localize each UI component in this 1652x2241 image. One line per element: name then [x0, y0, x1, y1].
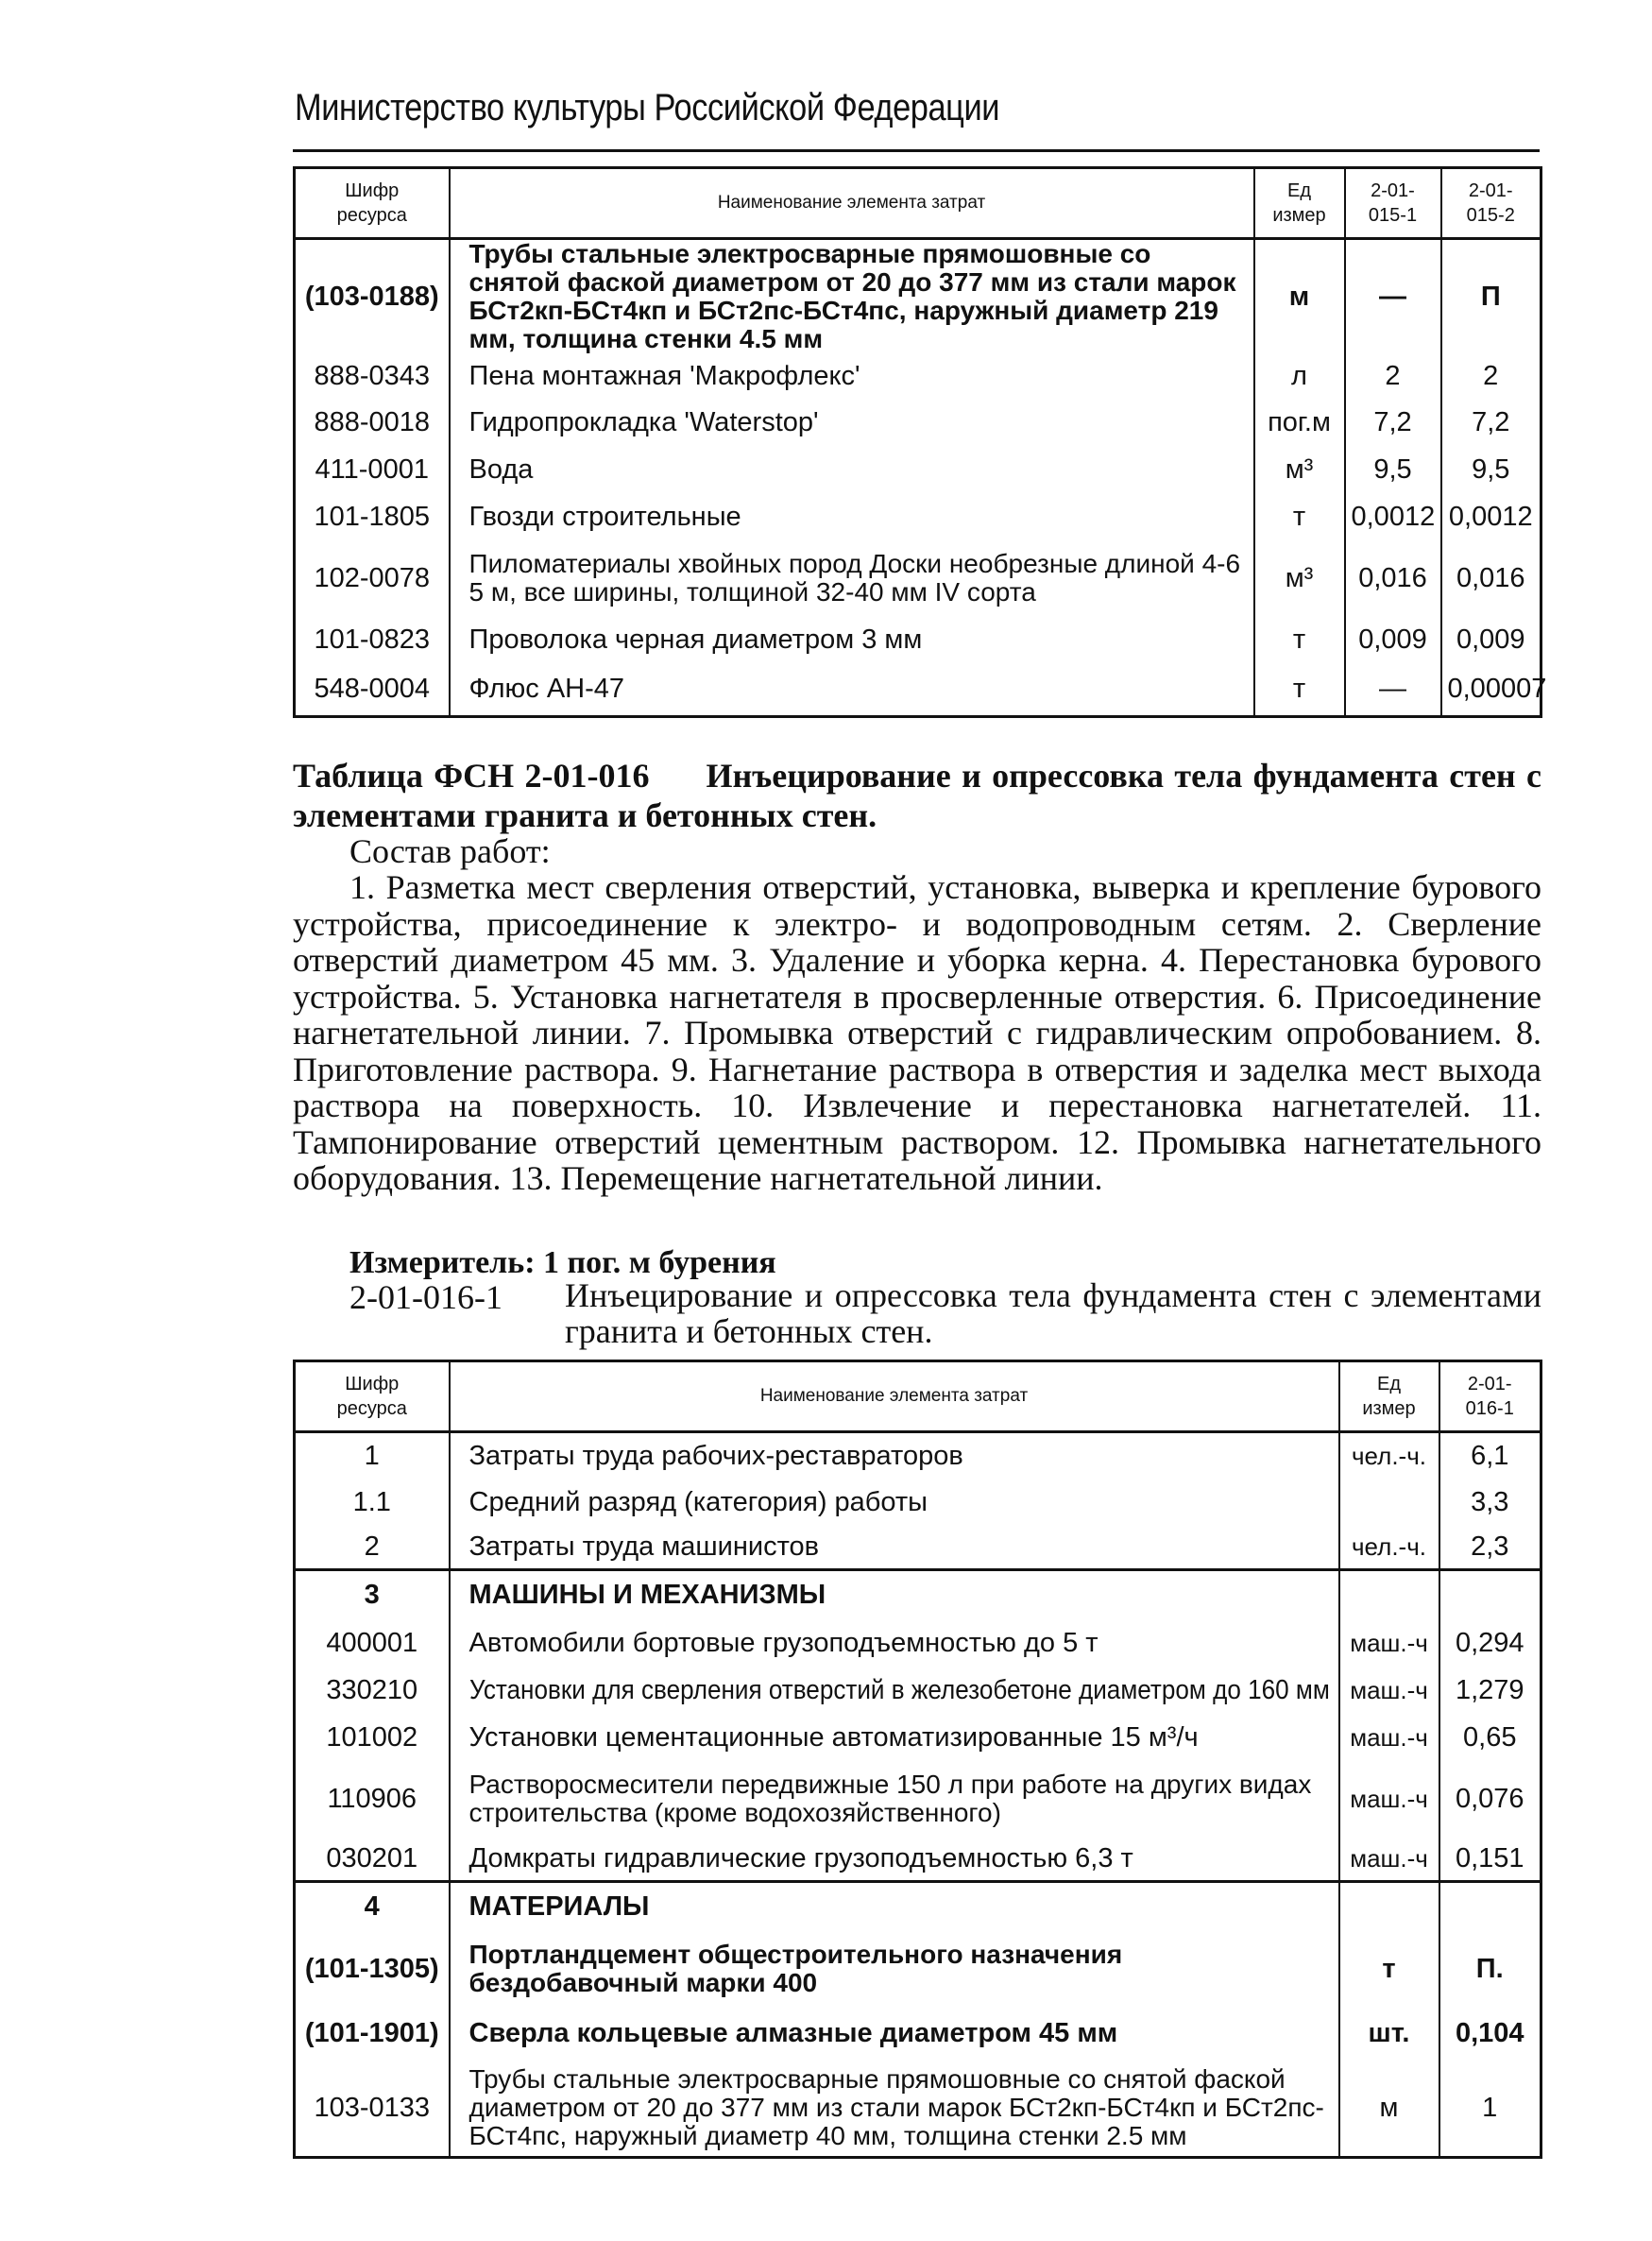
value-2-01-016-1: 2,3: [1439, 1525, 1541, 1570]
resource-unit: т: [1254, 493, 1345, 540]
table-row: [295, 2007, 1541, 2060]
value-2-01-015-2: 0,009: [1441, 616, 1541, 663]
value-2-01-015-1: 0,009: [1345, 616, 1441, 663]
resource-code: 400001: [295, 1619, 450, 1667]
resource-unit: маш.-ч: [1339, 1667, 1439, 1714]
resource-unit: маш.-ч: [1339, 1761, 1439, 1837]
table-row: [295, 1931, 1541, 2007]
table-row: [295, 1432, 1541, 1480]
table-caption: [293, 756, 1541, 835]
table-row: [295, 399, 1541, 446]
resource-unit: маш.-ч: [1339, 1714, 1439, 1761]
col-header-code: Шифр ресурса: [295, 168, 450, 239]
table-row: [295, 1714, 1541, 1761]
resource-code: 101-0823: [295, 616, 450, 663]
value-2-01-016-1: [1439, 1570, 1541, 1619]
resource-unit: т: [1254, 663, 1345, 716]
col-header-2-01-015-2: 2-01- 015-2: [1441, 168, 1541, 239]
resource-code: 411-0001: [295, 446, 450, 493]
section-title: МАТЕРИАЛЫ: [450, 1882, 1339, 1931]
resource-code: 110906: [295, 1761, 450, 1837]
resource-name: Сверла кольцевые алмазные диаметром 45 мм: [450, 2007, 1339, 2060]
resource-code: 101002: [295, 1714, 450, 1761]
resource-name: Гвозди строительные: [450, 493, 1254, 540]
resource-name: Растворосмесители передвижные 150 л при работе на других видах строительства (кроме водохозяйственного): [450, 1761, 1339, 1837]
value-2-01-016-1: 0,151: [1439, 1837, 1541, 1882]
value-2-01-015-2: 9,5: [1441, 446, 1541, 493]
value-2-01-016-1: 0,294: [1439, 1619, 1541, 1667]
value-2-01-016-1: [1439, 1882, 1541, 1931]
value-2-01-015-2: 0,0012: [1441, 493, 1541, 540]
table-row: [295, 1525, 1541, 1570]
resource-code: 101-1805: [295, 493, 450, 540]
value-2-01-015-1: 0,0012: [1345, 493, 1441, 540]
table-header-row: [295, 1361, 1541, 1432]
table-row: [295, 1837, 1541, 1882]
value-2-01-015-2: П: [1441, 239, 1541, 354]
resource-code: (101-1305): [295, 1931, 450, 2007]
page-header: Министерство культуры Российской Федерации: [295, 87, 1000, 128]
resource-unit: маш.-ч: [1339, 1837, 1439, 1882]
section-code: 3: [295, 1570, 450, 1619]
table-row: [295, 239, 1541, 354]
resource-name: Установки цементационные автоматизированные 15 м³/ч: [450, 1714, 1339, 1761]
col-header-name: Наименование элемента затрат: [450, 168, 1254, 239]
resource-code: 2: [295, 1525, 450, 1570]
value-2-01-016-1: 0,65: [1439, 1714, 1541, 1761]
table-row: [295, 1667, 1541, 1714]
header-rule: [293, 149, 1540, 152]
resource-unit: пог.м: [1254, 399, 1345, 446]
value-2-01-016-1: 1,279: [1439, 1667, 1541, 1714]
col-header-name: Наименование элемента затрат: [450, 1361, 1339, 1432]
resource-name: Затраты труда машинистов: [450, 1525, 1339, 1570]
table-row: [295, 663, 1541, 716]
value-2-01-015-2: 7,2: [1441, 399, 1541, 446]
value-2-01-015-1: 0,016: [1345, 540, 1441, 616]
resource-code: 330210: [295, 1667, 450, 1714]
col-header-unit: Ед измер: [1339, 1361, 1439, 1432]
table-row: [295, 616, 1541, 663]
value-2-01-015-1: 7,2: [1345, 399, 1441, 446]
resource-code: 030201: [295, 1837, 450, 1882]
section-row: [295, 1570, 1541, 1619]
resource-code: 888-0018: [295, 399, 450, 446]
resource-code: 1: [295, 1432, 450, 1480]
item-text: Инъецирование и опрессовка тела фундамента стен с элементами гранита и бетонных стен.: [565, 1276, 1541, 1350]
table-row: [295, 446, 1541, 493]
table-row: [295, 1480, 1541, 1525]
resource-name: Домкраты гидравлические грузоподъемностью 6,3 т: [450, 1837, 1339, 1882]
value-2-01-015-1: —: [1345, 239, 1441, 354]
resource-name: Портландцемент общестроительного назначения бездобавочный марки 400: [450, 1931, 1339, 2007]
table-row: [295, 493, 1541, 540]
col-header-unit: Ед измер: [1254, 168, 1345, 239]
table-title: Инъецирование и опрессовка тела фундамента стен с элементами гранита и бетонных стен.: [293, 757, 1541, 834]
value-2-01-015-2: 0,016: [1441, 540, 1541, 616]
resource-unit: м: [1339, 2060, 1439, 2158]
resource-name: Гидропрокладка 'Waterstop': [450, 399, 1254, 446]
resource-name: Трубы стальные электросварные прямошовные со снятой фаской диаметром от 20 до 377 мм из стали марок БСт2кп-БСт4кп и БСт2пс-БСт4пс, наружный диаметр 219 мм, толщина стенки 4.5 мм: [450, 239, 1254, 354]
composition-text: 1. Разметка мест сверления отверстий, установка, выверка и крепление бурового устройства, присоединение к электро- и водопроводным сетям. 2. Сверление отверстий диаметром 45 мм. 3. Удаление и уборка керна. 4. Перестановка бурового устройства. 5. Установка нагнетателя в просверленные отверстия. 6. Присоединение нагнетательной линии. 7. Промывка отверстий с гидравлическим опробованием. 8. Приготовление раствора. 9. Нагнетание раствора в отверстия и заделка мест выхода раствора на поверхность. 10. Извлечение и перестановка нагнетателей. 11. Тампонирование отверстий цементным раствором. 12. Промывка нагнетательного оборудования. 13. Перемещение нагнетательной линии.: [293, 868, 1541, 1197]
resource-name: Автомобили бортовые грузоподъемностью до 5 т: [450, 1619, 1339, 1667]
col-header-2-01-015-1: 2-01- 015-1: [1345, 168, 1441, 239]
resource-unit: маш.-ч: [1339, 1619, 1439, 1667]
value-2-01-015-2: 2: [1441, 353, 1541, 399]
resource-unit: шт.: [1339, 2007, 1439, 2060]
resource-unit: м: [1254, 239, 1345, 354]
table-code: Таблица ФСН 2-01-016: [293, 757, 650, 795]
table-row: [295, 1761, 1541, 1837]
table-row: [295, 2060, 1541, 2158]
value-2-01-016-1: 0,104: [1439, 2007, 1541, 2060]
value-2-01-015-1: 9,5: [1345, 446, 1441, 493]
resource-name: Пиломатериалы хвойных пород Доски необрезные длиной 4-6 5 м, все ширины, толщиной 32-40 мм IV сорта: [450, 540, 1254, 616]
table-row: [295, 540, 1541, 616]
resource-name: Вода: [450, 446, 1254, 493]
resource-code: (103-0188): [295, 239, 450, 354]
item-code: 2-01-016-1: [349, 1278, 502, 1316]
value-2-01-016-1: 0,076: [1439, 1761, 1541, 1837]
resource-name: Установки для сверления отверстий в железобетоне диаметром до 160 мм: [450, 1667, 1339, 1714]
value-2-01-016-1: 3,3: [1439, 1480, 1541, 1525]
resource-code: 1.1: [295, 1480, 450, 1525]
resource-name: Пена монтажная 'Макрофлекс': [450, 353, 1254, 399]
value-2-01-015-2: 0,00007: [1441, 663, 1541, 716]
col-header-2-01-016-1: 2-01- 016-1: [1439, 1361, 1541, 1432]
resource-name: Затраты труда рабочих-реставраторов: [450, 1432, 1339, 1480]
value-2-01-015-1: 2: [1345, 353, 1441, 399]
value-2-01-015-1: —: [1345, 663, 1441, 716]
resource-unit: т: [1254, 616, 1345, 663]
resource-unit: [1339, 1882, 1439, 1931]
resource-name: Трубы стальные электросварные прямошовные со снятой фаской диаметром от 20 до 377 мм из стали марок БСт2кп-БСт4кп и БСт2пс-БСт4пс, наружный диаметр 40 мм, толщина стенки 2.5 мм: [450, 2060, 1339, 2158]
resource-unit: м³: [1254, 540, 1345, 616]
resource-unit: т: [1339, 1931, 1439, 2007]
resource-table-2-01-015: [293, 166, 1547, 718]
resource-code: (101-1901): [295, 2007, 450, 2060]
value-2-01-016-1: П.: [1439, 1931, 1541, 2007]
resource-code: 548-0004: [295, 663, 450, 716]
table-row: [295, 353, 1541, 399]
resource-code: 102-0078: [295, 540, 450, 616]
resource-code: 103-0133: [295, 2060, 450, 2158]
resource-unit: [1339, 1480, 1439, 1525]
table-row: [295, 1619, 1541, 1667]
section-row: [295, 1882, 1541, 1931]
resource-table-2-01-016: [293, 1360, 1542, 2159]
value-2-01-016-1: 1: [1439, 2060, 1541, 2158]
table-header-row: [295, 168, 1541, 239]
composition-label: Состав работ:: [349, 832, 551, 870]
resource-code: 888-0343: [295, 353, 450, 399]
section-code: 4: [295, 1882, 450, 1931]
resource-name: Проволока черная диаметром 3 мм: [450, 616, 1254, 663]
resource-unit: чел.-ч.: [1339, 1432, 1439, 1480]
section-title: МАШИНЫ И МЕХАНИЗМЫ: [450, 1570, 1339, 1619]
resource-unit: л: [1254, 353, 1345, 399]
resource-unit: [1339, 1570, 1439, 1619]
resource-unit: м³: [1254, 446, 1345, 493]
resource-name: Флюс АН-47: [450, 663, 1254, 716]
value-2-01-016-1: 6,1: [1439, 1432, 1541, 1480]
resource-unit: чел.-ч.: [1339, 1525, 1439, 1570]
resource-name: Средний разряд (категория) работы: [450, 1480, 1339, 1525]
col-header-code: Шифр ресурса: [295, 1361, 450, 1432]
meter-label: Измеритель: 1 пог. м бурения: [349, 1245, 776, 1280]
